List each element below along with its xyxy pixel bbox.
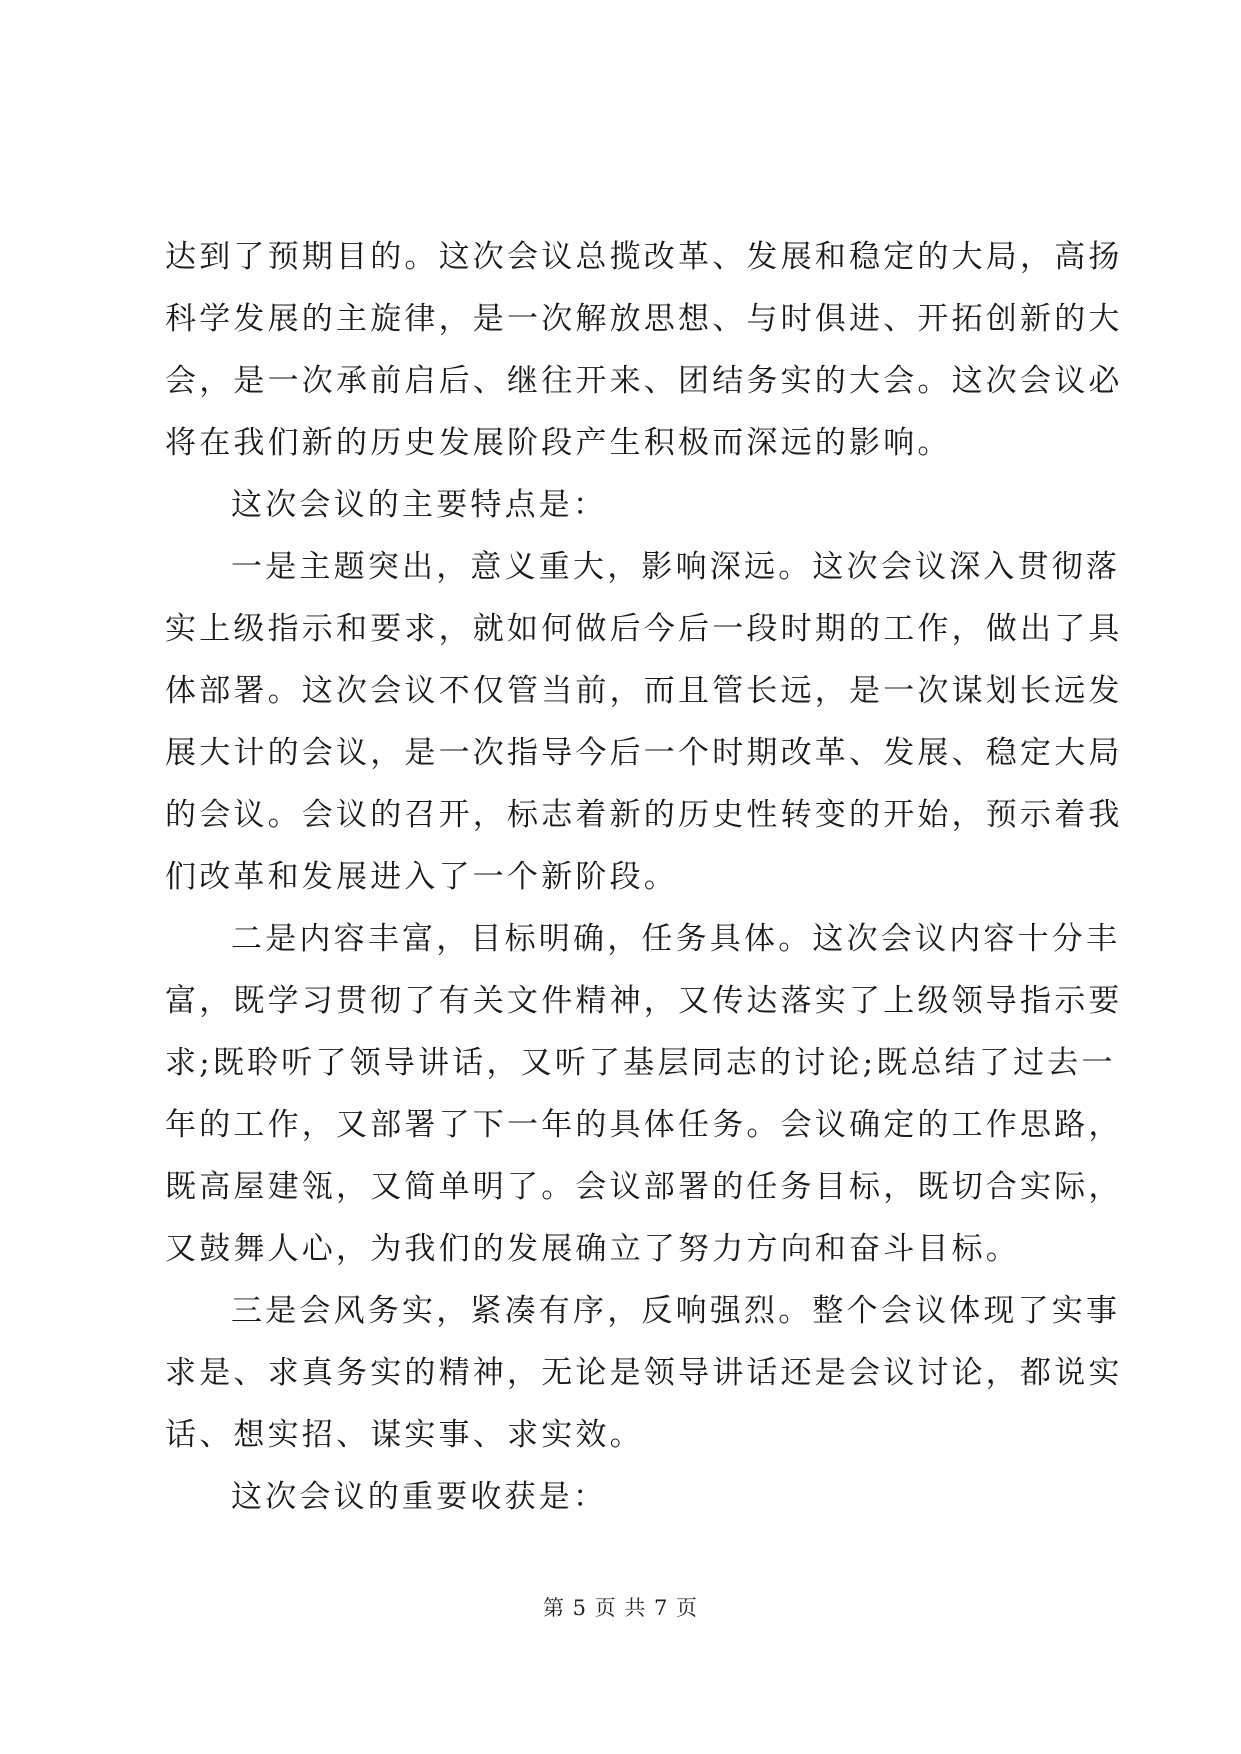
text-line: 们改革和发展进入了一个新阶段。 <box>165 859 678 895</box>
text-line: 展大计的会议，是一次指导今后一个时期改革、发展、稳定大局 <box>165 735 1123 771</box>
document-body <box>165 226 1123 1528</box>
page-footer <box>0 1592 1241 1622</box>
text-line: 达到了预期目的。这次会议总揽改革、发展和稳定的大局，高扬 <box>165 239 1123 275</box>
text-line: 的会议。会议的召开，标志着新的历史性转变的开始，预示着我 <box>165 797 1123 833</box>
text-line: 又鼓舞人心，为我们的发展确立了努力方向和奋斗目标。 <box>165 1231 1020 1267</box>
text-line: 这次会议的主要特点是： <box>231 487 608 523</box>
text-line: 既高屋建瓴，又简单明了。会议部署的任务目标，既切合实际， <box>165 1169 1123 1205</box>
text-line: 将在我们新的历史发展阶段产生积极而深远的影响。 <box>165 425 952 461</box>
text-line: 这次会议的重要收获是： <box>231 1479 608 1515</box>
text-line: 体部署。这次会议不仅管当前，而且管长远，是一次谋划长远发 <box>165 673 1123 709</box>
text-line: 富，既学习贯彻了有关文件精神，又传达落实了上级领导指示要 <box>165 983 1123 1019</box>
text-line: 科学发展的主旋律，是一次解放思想、与时俱进、开拓创新的大 <box>165 301 1123 337</box>
text-line: 会，是一次承前启后、继往开来、团结务实的大会。这次会议必 <box>165 363 1123 399</box>
text-line: 三是会风务实，紧凑有序，反响强烈。整个会议体现了实事 <box>231 1293 1121 1329</box>
text-line: 一是主题突出，意义重大，影响深远。这次会议深入贯彻落 <box>231 549 1121 585</box>
text-line: 求是、求真务实的精神，无论是领导讲话还是会议讨论，都说实 <box>165 1355 1123 1391</box>
page-number: 第 5 页 共 7 页 <box>542 1596 699 1620</box>
text-line: 话、想实招、谋实事、求实效。 <box>165 1417 644 1453</box>
text-line: 实上级指示和要求，就如何做后今后一段时期的工作，做出了具 <box>165 611 1123 647</box>
text-line: 二是内容丰富，目标明确，任务具体。这次会议内容十分丰 <box>231 921 1121 957</box>
text-line: 求;既聆听了领导讲话，又听了基层同志的讨论;既总结了过去一 <box>165 1045 1116 1081</box>
text-line: 年的工作，又部署了下一年的具体任务。会议确定的工作思路， <box>165 1107 1123 1143</box>
